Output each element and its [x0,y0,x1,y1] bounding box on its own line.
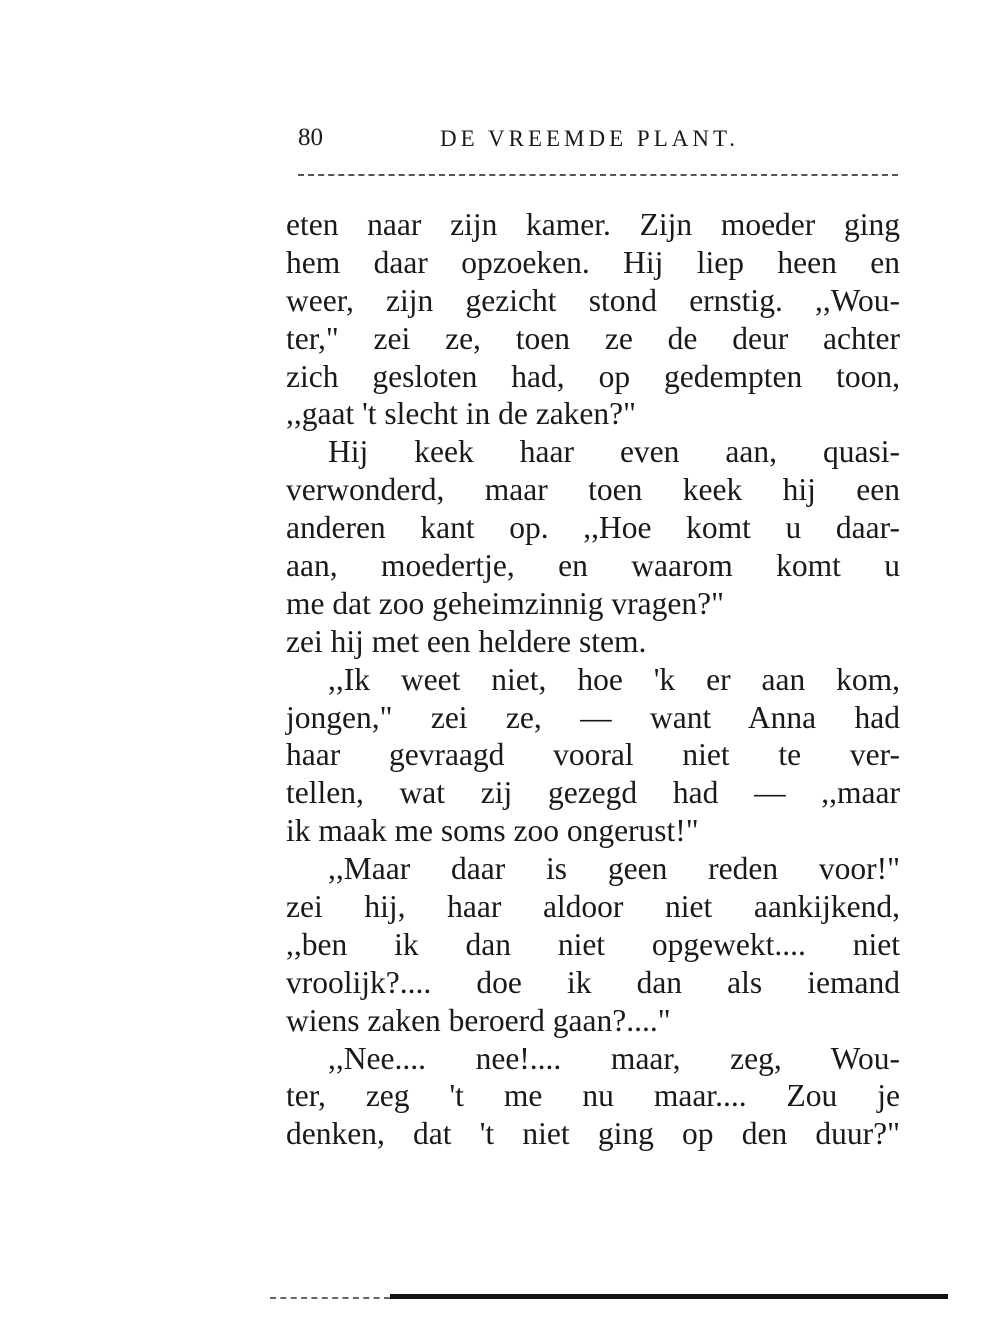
text-line: ,,ben ik dan niet opgewekt.... niet [286,926,900,962]
text-line: ,,Nee.... nee!.... maar, zeg, Wou- [328,1040,900,1076]
text-line: wiens zaken beroerd gaan?...." [286,1002,671,1038]
bottom-rule-faint [270,1297,390,1299]
bottom-rule [390,1294,948,1299]
text-line: verwonderd, maar toen keek hij een [286,472,900,508]
text-line: zich gesloten had, op gedempten toon, [286,358,900,394]
text-line: eten naar zijn kamer. Zijn moeder ging [286,207,900,242]
text-line: haar gevraagd vooral niet te ver- [286,737,900,773]
text-line: me dat zoo geheimzinnig vragen?" [286,585,724,621]
text-line: zei hij met een heldere stem. [286,623,647,659]
text-line: hem daar opzoeken. Hij liep heen en [286,244,900,280]
text-line: Hij keek haar even aan, quasi- [328,434,900,470]
body-text [286,206,900,1153]
page-number: 80 [298,124,323,151]
text-line: aan, moedertje, en waarom komt u [286,548,900,584]
text-line: tellen, wat zij gezegd had — ,,maar [286,775,900,811]
text-line: zei hij, haar aldoor niet aankijkend, [286,889,900,925]
text-line: ter," zei ze, toen ze de deur achter [286,320,900,356]
text-line: ik maak me soms zoo ongerust!" [286,813,699,849]
text-line: anderen kant op. ,,Hoe komt u daar- [286,510,900,546]
header-rule [298,174,898,176]
text-line: weer, zijn gezicht stond ernstig. ,,Wou- [286,282,900,318]
text-line: ,,Maar daar is geen reden voor!" [328,851,900,887]
text-line: ,,Ik weet niet, hoe 'k er aan kom, [328,661,900,697]
text-line: vroolijk?.... doe ik dan als iemand [286,964,900,1000]
text-line: ,,gaat 't slecht in de zaken?" [286,396,637,432]
text-line: jongen," zei ze, — want Anna had [286,699,900,735]
running-title: DE VREEMDE PLANT. [440,126,740,151]
text-line: denken, dat 't niet ging op den duur?" [286,1116,900,1152]
text-line: ter, zeg 't me nu maar.... Zou je [286,1078,900,1114]
